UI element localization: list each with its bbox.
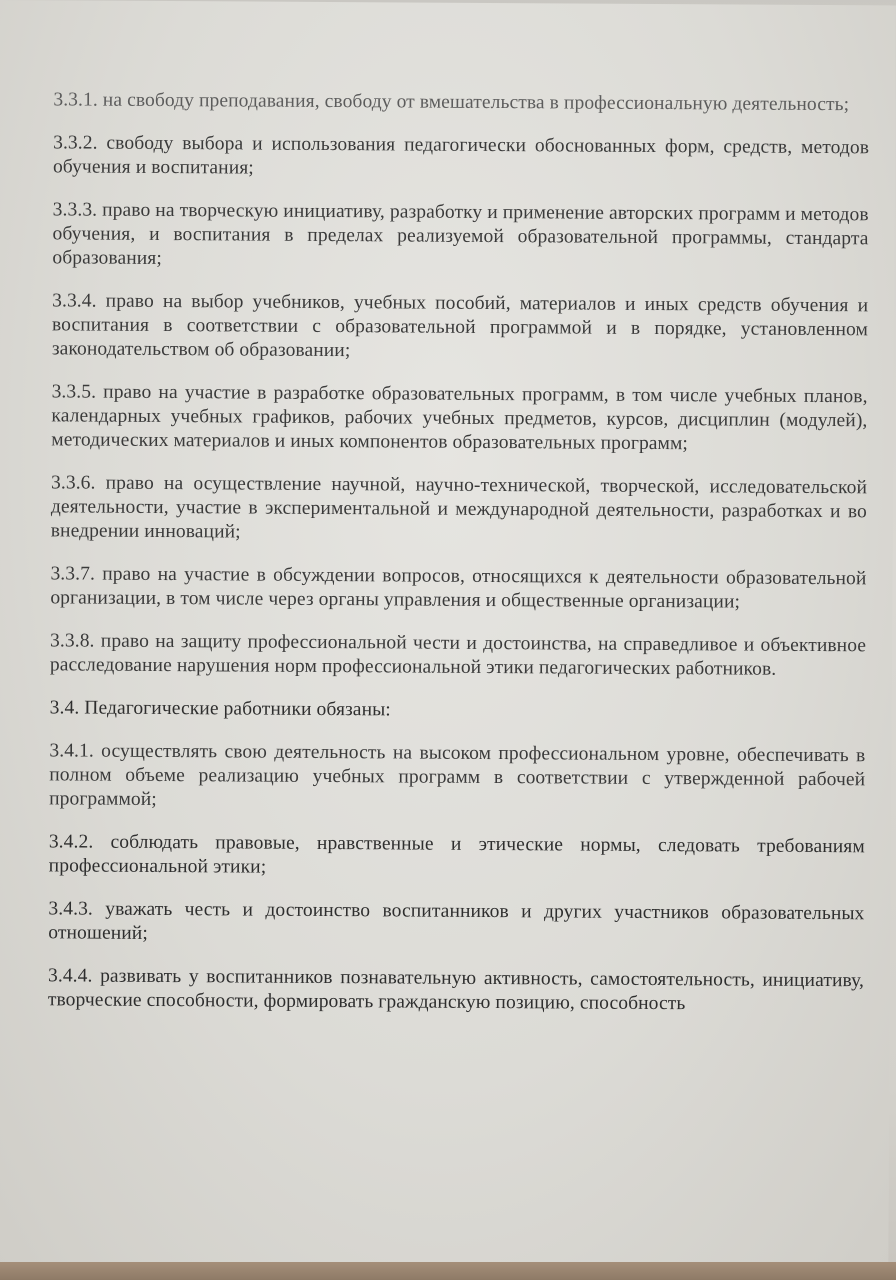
clause-3-4-1: 3.4.1. осуществлять свою деятельность на высоком профессиональном уровне, обеспечивать в полном объеме реализацию учебных программ в соответствии с утвержденной рабочей программой; <box>49 740 866 810</box>
clause-3-3-3: 3.3.3. право на творческую инициативу, разработку и применение авторских программ и методов обучения, и воспитания в пределах реализуемой образовательной программы, стандарта образования; <box>52 199 869 269</box>
clause-3-3-5: 3.3.5. право на участие в разработке образовательных программ, в том числе учебных планов, календарных учебных графиков, рабочих учебных предметов, курсов, дисциплин (модулей), методических материалов и иных компонентов образовательных программ; <box>51 381 868 455</box>
clause-3-3-2: 3.3.2. свободу выбора и использования педагогически обоснованных форм, средств, методов обучения и воспитания; <box>52 132 870 179</box>
desk-edge <box>0 1262 896 1280</box>
clause-3-3-6: 3.3.6. право на осуществление научной, научно-технической, творческой, исследовательской деятельности, участие в экспериментальной и международной деятельности, разработках и во внедрении инноваций; <box>50 472 868 543</box>
clause-3-3-8: 3.3.8. право на защиту профессиональной чести и достоинства, на справедливое и объективное расследование нарушения норм профессиональной этики педагогических работников. <box>49 630 867 680</box>
clause-3-3-4: 3.3.4. право на выбор учебников, учебных пособий, материалов и иных средств обучения и воспитания в соответствии с образовательной программой и в порядке, установленном законодательством об образовании; <box>51 290 869 362</box>
clause-3-4-3: 3.4.3. уважать честь и достоинство воспитанников и других участников образовательных отношений; <box>48 898 865 944</box>
clause-3-3-1: 3.3.1. на свободу преподавания, свободу от вмешательства в профессиональную деятельность; <box>53 89 850 116</box>
clause-3-3-7: 3.3.7. право на участие в обсуждении вопросов, относящихся к деятельности образовательной организации, в том числе через органы управления и общественные организации; <box>50 563 867 613</box>
clause-3-4-4: 3.4.4. развивать у воспитанников познавательную активность, самостоятельность, инициативу, творческие способности, формировать гражданскую позицию, способность <box>47 965 865 1015</box>
clause-3-4-2: 3.4.2. соблюдать правовые, нравственные и этические нормы, следовать требованиям профессиональной этики; <box>48 831 865 878</box>
section-3-4-heading: 3.4. Педагогические работники обязаны: <box>49 697 391 721</box>
document-text <box>48 88 870 1036</box>
